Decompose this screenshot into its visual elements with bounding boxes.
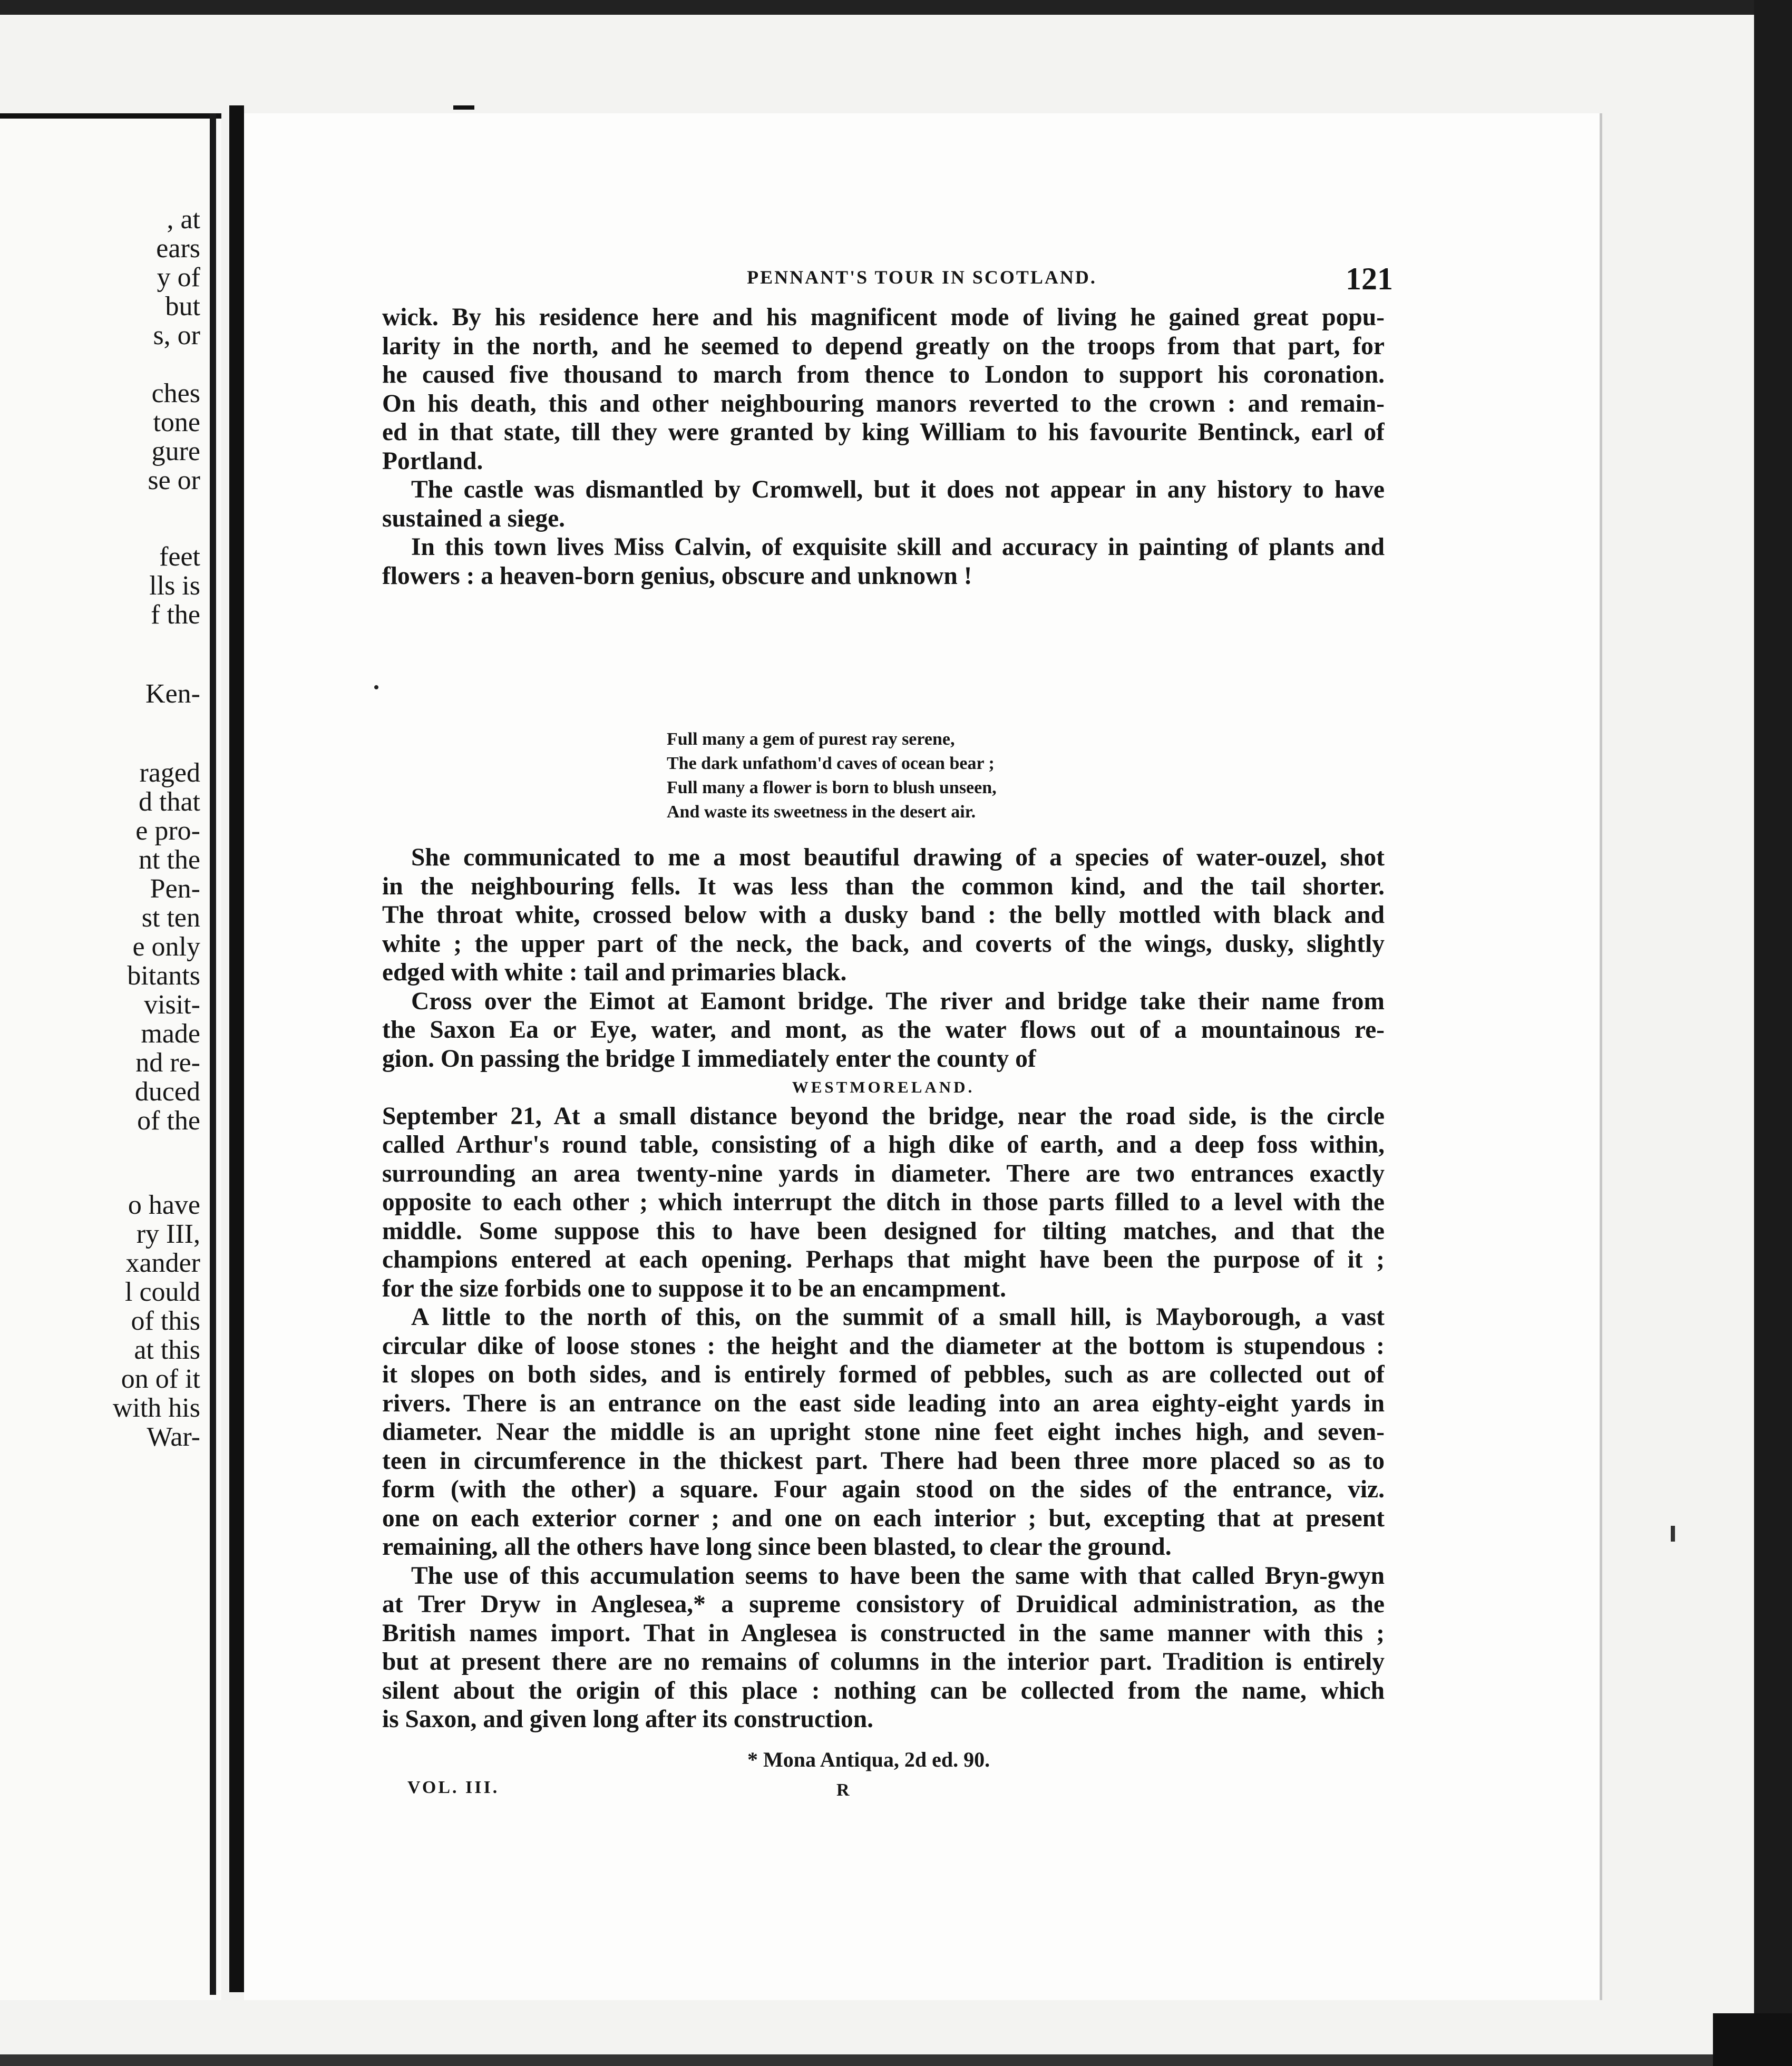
text-line: one on each exterior corner ; and one on each interior ; but, excepting that at present (382, 1504, 1385, 1532)
text-line: In this town lives Miss Calvin, of exquisite skill and accuracy in painting of plants and (411, 533, 1385, 561)
scan-speck (374, 685, 378, 689)
quoted-verse (667, 727, 1120, 824)
text-line: form (with the other) a square. Four again stood on the sides of the entrance, viz. (382, 1476, 1385, 1503)
scan-speck-margin (1671, 1526, 1675, 1542)
facing-page-line: at this (134, 1335, 200, 1365)
scan-bottom-border (0, 2054, 1792, 2066)
facing-page-line: made (141, 1019, 200, 1049)
facing-page-line: s, or (153, 320, 200, 350)
facing-page-edge (210, 113, 216, 1995)
facing-page-line: y of (157, 262, 200, 293)
facing-page-line: ry III, (136, 1219, 200, 1249)
text-line: gion. On passing the bridge I immediately enter the county of (382, 1045, 1036, 1073)
verse-line: Full many a gem of purest ray serene, (667, 729, 955, 749)
body-text-top (382, 303, 1385, 590)
facing-page-line: e pro- (135, 816, 200, 846)
text-line: is Saxon, and given long after its construction. (382, 1706, 874, 1733)
text-line: larity in the north, and he seemed to depend greatly on the troops from that part, for (382, 332, 1385, 360)
facing-page-line: f the (151, 600, 200, 630)
facing-page-line: nd re- (135, 1048, 200, 1078)
facing-page-line: raged (139, 758, 200, 788)
text-line: The castle was dismantled by Cromwell, but it does not appear in any history to have (411, 476, 1385, 503)
text-line: A little to the north of this, on the summit of a small hill, is Mayborough, a vast (411, 1303, 1385, 1331)
text-line: he caused five thousand to march from thence to London to support his coronation. (382, 361, 1385, 388)
facing-page-line: but (165, 291, 200, 321)
facing-page-line: o have (128, 1190, 200, 1220)
scan-mark (453, 105, 474, 110)
volume-label: VOL. III. (407, 1778, 500, 1797)
facing-page-line: Ken- (145, 679, 200, 709)
facing-page-line: e only (132, 932, 200, 962)
facing-page-line: bitants (127, 961, 200, 991)
facing-page-line: of the (137, 1106, 200, 1136)
facing-page-rule (0, 113, 221, 119)
page-number: 121 (1346, 261, 1393, 296)
text-line: surrounding an area twenty-nine yards in diameter. There are two entrances exactly (382, 1159, 1385, 1187)
text-line: The use of this accumulation seems to have been the same with that called Bryn-gwyn (411, 1562, 1385, 1590)
text-line: at Trer Dryw in Anglesea,* a supreme consistory of Druidical administration, as the (382, 1591, 1385, 1618)
facing-page-line: d that (139, 787, 200, 817)
body-text-middle (382, 843, 1385, 1734)
text-line: On his death, this and other neighbouring manors reverted to the crown : and remain- (382, 389, 1385, 417)
text-line: Cross over the Eimot at Eamont bridge. The river and bridge take their name from (411, 987, 1385, 1015)
text-line: silent about the origin of this place : nothing can be collected from the name, which (382, 1677, 1385, 1704)
facing-page-line: ches (151, 378, 200, 408)
facing-page-line: ears (156, 233, 200, 264)
facing-page-line: l could (125, 1277, 200, 1307)
scan-corner (1713, 2013, 1792, 2066)
text-line: champions entered at each opening. Perhaps that might have been the purpose of it ; (382, 1246, 1385, 1273)
text-line: white ; the upper part of the neck, the back, and coverts of the wings, dusky, slightly (382, 930, 1385, 958)
text-line: flowers : a heaven-born genius, obscure and unknown ! (382, 562, 972, 590)
text-line: teen in circumference in the thickest part. There had been three more placed so as to (382, 1447, 1385, 1475)
text-line: Portland. (382, 447, 483, 475)
text-line: opposite to each other ; which interrupt the ditch in those parts filled to a level with the (382, 1188, 1385, 1216)
text-line: circular dike of loose stones : the height and the diameter at the bottom is stupendous : (382, 1332, 1385, 1360)
facing-page-line: War- (147, 1422, 200, 1452)
text-line: for the size forbids one to suppose it to be an encampment. (382, 1274, 1006, 1302)
facing-page-line: Pen- (150, 874, 200, 904)
facing-page-line: tone (153, 407, 200, 437)
text-line: wick. By his residence here and his magnificent mode of living he gained great popu- (382, 304, 1385, 331)
facing-page-line: lls is (149, 571, 200, 601)
signature-mark: R (836, 1780, 850, 1800)
facing-page-line: , at (167, 204, 200, 235)
text-line: She communicated to me a most beautiful drawing of a species of water-ouzel, shot (411, 844, 1385, 871)
book-page (244, 113, 1602, 2000)
verse-line: And waste its sweetness in the desert air. (667, 802, 976, 822)
section-heading: WESTMORELAND. (792, 1078, 975, 1096)
text-line: but at present there are no remains of columns in the interior part. Tradition is entirely (382, 1648, 1385, 1675)
text-line: in the neighbouring fells. It was less than the common kind, and the tail shorter. (382, 872, 1385, 900)
facing-page-line: nt the (139, 845, 200, 875)
facing-page-line: xander (125, 1248, 200, 1278)
facing-page-line: feet (159, 542, 200, 572)
scan-top-border (0, 0, 1792, 15)
scan-right-border (1754, 0, 1792, 2066)
text-line: the Saxon Ea or Eye, water, and mont, as the water flows out of a mountainous re- (382, 1016, 1385, 1044)
text-line: diameter. Near the middle is an upright stone nine feet eight inches high, and seven- (382, 1418, 1385, 1446)
text-line: edged with white : tail and primaries black. (382, 959, 847, 986)
verse-line: The dark unfathom'd caves of ocean bear ; (667, 754, 995, 773)
facing-page-line: st ten (141, 903, 200, 933)
facing-page-line: visit- (144, 990, 200, 1020)
text-line: called Arthur's round table, consisting of a high dike of earth, and a deep foss within, (382, 1131, 1385, 1158)
facing-page-line: duced (134, 1077, 200, 1107)
verse-line: Full many a flower is born to blush unseen, (667, 778, 997, 797)
text-line: ed in that state, till they were granted by king William to his favourite Bentinck, earl of (382, 418, 1385, 446)
text-line: rivers. There is an entrance on the east side leading into an area eighty-eight yards in (382, 1389, 1385, 1417)
facing-page-line: on of it (121, 1364, 200, 1394)
facing-page (0, 113, 221, 2000)
running-head: PENNANT'S TOUR IN SCOTLAND. (747, 267, 1097, 288)
book-gutter (229, 105, 244, 1992)
text-line: September 21, At a small distance beyond the bridge, near the road side, is the circle (382, 1102, 1385, 1130)
text-line: it slopes on both sides, and is entirely formed of pebbles, such as are collected out of (382, 1361, 1385, 1388)
facing-page-line: gure (151, 436, 200, 466)
text-line: British names import. That in Anglesea is constructed in the same manner with this ; (382, 1619, 1385, 1647)
facing-page-line: with his (112, 1393, 200, 1423)
facing-page-line: of this (131, 1306, 200, 1336)
text-line: remaining, all the others have long since been blasted, to clear the ground. (382, 1533, 1172, 1561)
text-line: middle. Some suppose this to have been designed for tilting matches, and that the (382, 1217, 1385, 1245)
text-line: sustained a siege. (382, 504, 566, 532)
text-line: The throat white, crossed below with a dusky band : the belly mottled with black and (382, 901, 1385, 929)
facing-page-line: se or (148, 465, 200, 495)
footnote: * Mona Antiqua, 2d ed. 90. (747, 1748, 990, 1771)
